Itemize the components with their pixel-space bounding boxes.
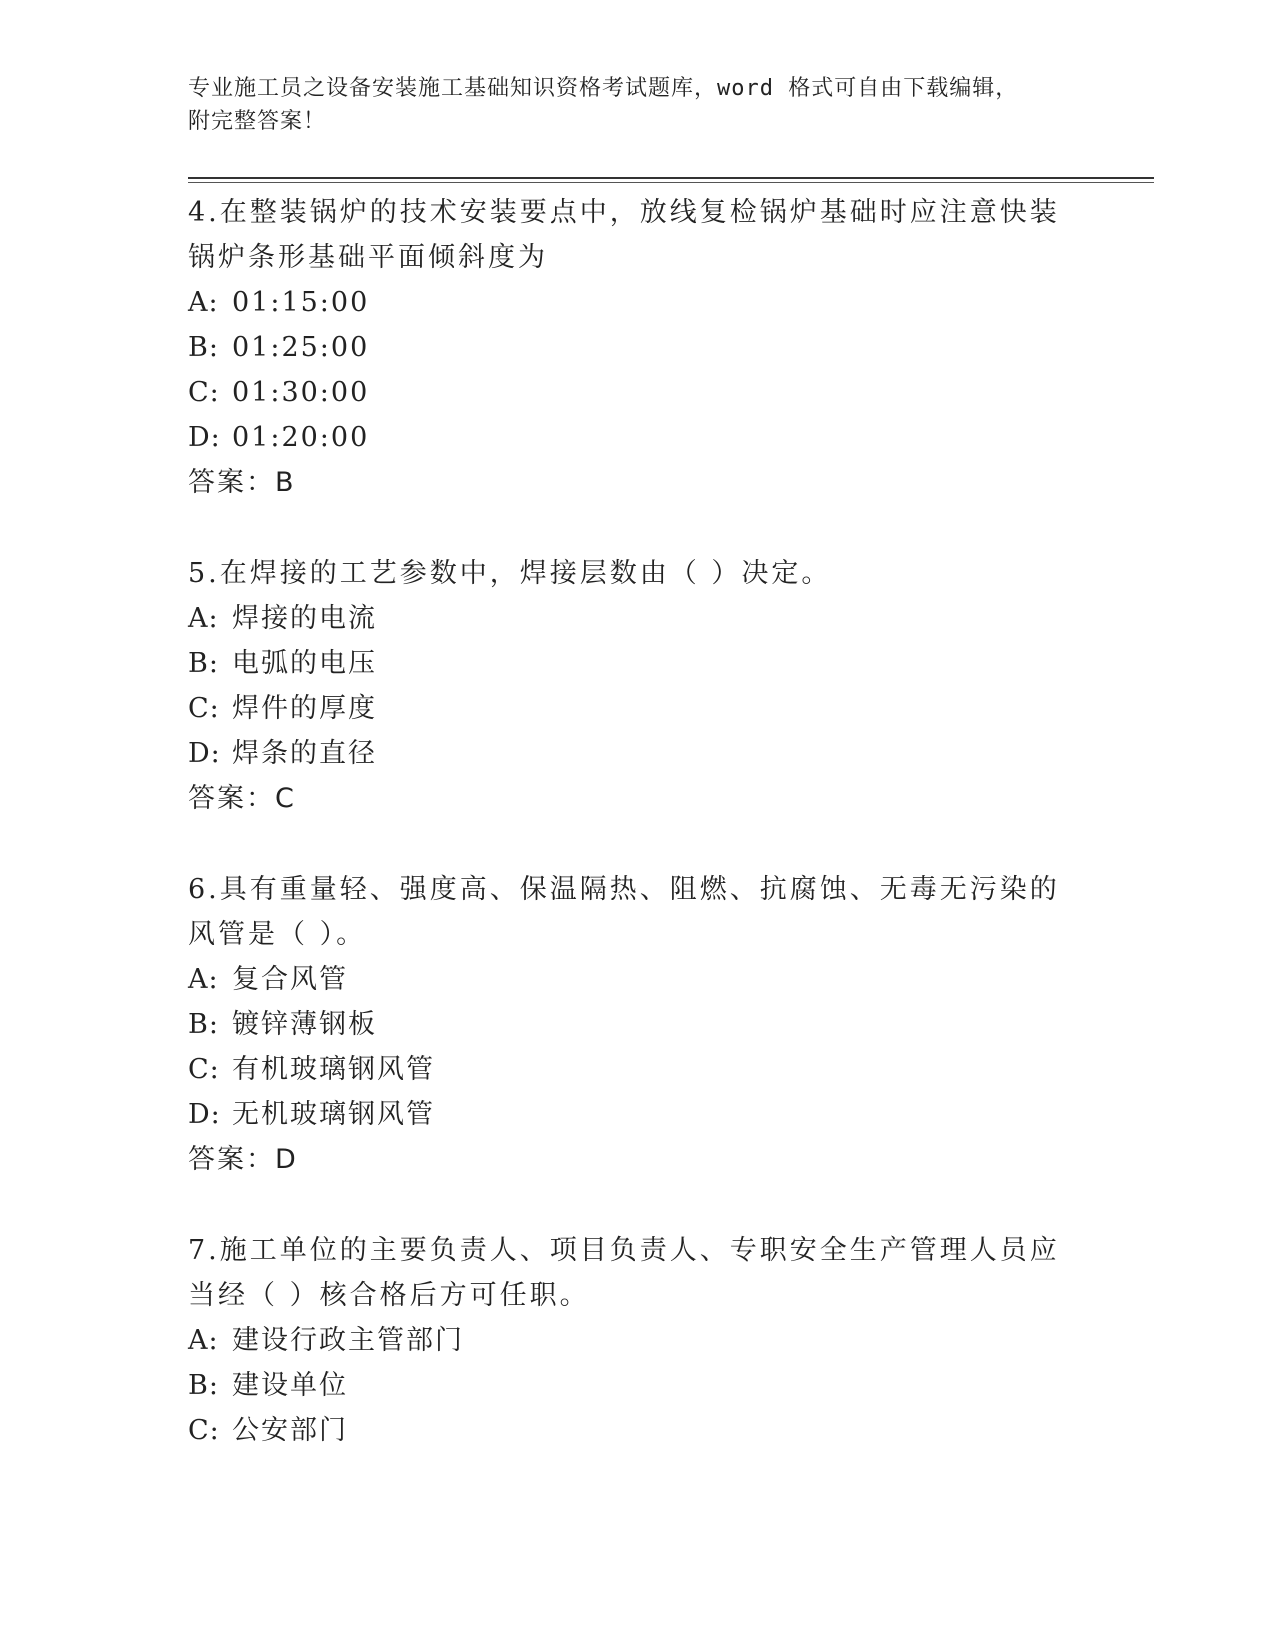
answer-line	[188, 460, 1088, 505]
option-a	[188, 1318, 1088, 1363]
answer-value: D	[275, 1144, 298, 1175]
option-text: 电弧的电压	[232, 648, 377, 679]
option-letter: A:	[188, 287, 219, 318]
option-text: 01:30:00	[232, 377, 370, 408]
answer-value: C	[275, 783, 296, 814]
option-a	[188, 957, 1088, 1002]
option-letter: A:	[188, 1325, 219, 1356]
option-letter: C:	[188, 693, 220, 724]
answer-line	[188, 1137, 1088, 1182]
option-a	[188, 596, 1088, 641]
option-c	[188, 370, 1088, 415]
answer-value: B	[275, 467, 296, 498]
question-7	[188, 1228, 1088, 1453]
option-c	[188, 1408, 1088, 1453]
option-b	[188, 1002, 1088, 1047]
option-a	[188, 280, 1088, 325]
option-text: 焊条的直径	[232, 738, 377, 769]
option-text: 有机玻璃钢风管	[232, 1054, 435, 1085]
option-letter: C:	[188, 1415, 220, 1446]
option-letter: C:	[188, 377, 220, 408]
option-letter: D:	[188, 738, 221, 769]
option-text: 公安部门	[232, 1415, 348, 1446]
option-letter: A:	[188, 964, 219, 995]
question-stem: 5.在焊接的工艺参数中，焊接层数由（ ）决定。	[188, 558, 832, 589]
option-b	[188, 1363, 1088, 1408]
option-text: 镀锌薄钢板	[232, 1009, 377, 1040]
option-b	[188, 641, 1088, 686]
option-text: 01:25:00	[232, 332, 370, 363]
option-text: 01:20:00	[232, 422, 370, 453]
option-text: 01:15:00	[232, 287, 370, 318]
option-letter: D:	[188, 1099, 221, 1130]
option-letter: C:	[188, 1054, 220, 1085]
option-d	[188, 731, 1088, 776]
option-letter: B:	[188, 648, 219, 679]
option-letter: B:	[188, 1370, 219, 1401]
answer-label: 答案：	[188, 783, 275, 814]
option-text: 建设单位	[232, 1370, 348, 1401]
answer-line	[188, 776, 1088, 821]
question-stem: 7.施工单位的主要负责人、项目负责人、专职安全生产管理人员应当经（ ）核合格后方可任职。	[188, 1235, 1060, 1311]
header-divider-thin	[188, 182, 1154, 183]
option-text: 建设行政主管部门	[232, 1325, 464, 1356]
question-list	[188, 190, 1088, 1499]
option-c	[188, 1047, 1088, 1092]
option-letter: B:	[188, 1009, 219, 1040]
option-letter: A:	[188, 603, 219, 634]
option-letter: B:	[188, 332, 219, 363]
header-line-1: 专业施工员之设备安装施工基础知识资格考试题库，word 格式可自由下载编辑，	[188, 76, 1019, 101]
header-divider-thick	[188, 177, 1154, 179]
question-4	[188, 190, 1088, 505]
answer-label: 答案：	[188, 467, 275, 498]
question-stem: 6.具有重量轻、强度高、保温隔热、阻燃、抗腐蚀、无毒无污染的风管是（ ）。	[188, 874, 1060, 950]
option-text: 焊件的厚度	[232, 693, 377, 724]
answer-label: 答案：	[188, 1144, 275, 1175]
question-stem: 4.在整装锅炉的技术安装要点中，放线复检锅炉基础时应注意快装锅炉条形基础平面倾斜度为	[188, 197, 1060, 273]
option-b	[188, 325, 1088, 370]
option-text: 无机玻璃钢风管	[232, 1099, 435, 1130]
question-5	[188, 551, 1088, 821]
option-d	[188, 1092, 1088, 1137]
header-line-2: 附完整答案！	[188, 109, 327, 134]
option-text: 复合风管	[232, 964, 348, 995]
option-text: 焊接的电流	[232, 603, 377, 634]
option-c	[188, 686, 1088, 731]
option-letter: D:	[188, 422, 221, 453]
option-d	[188, 415, 1088, 460]
document-header	[188, 72, 1068, 138]
question-6	[188, 867, 1088, 1182]
